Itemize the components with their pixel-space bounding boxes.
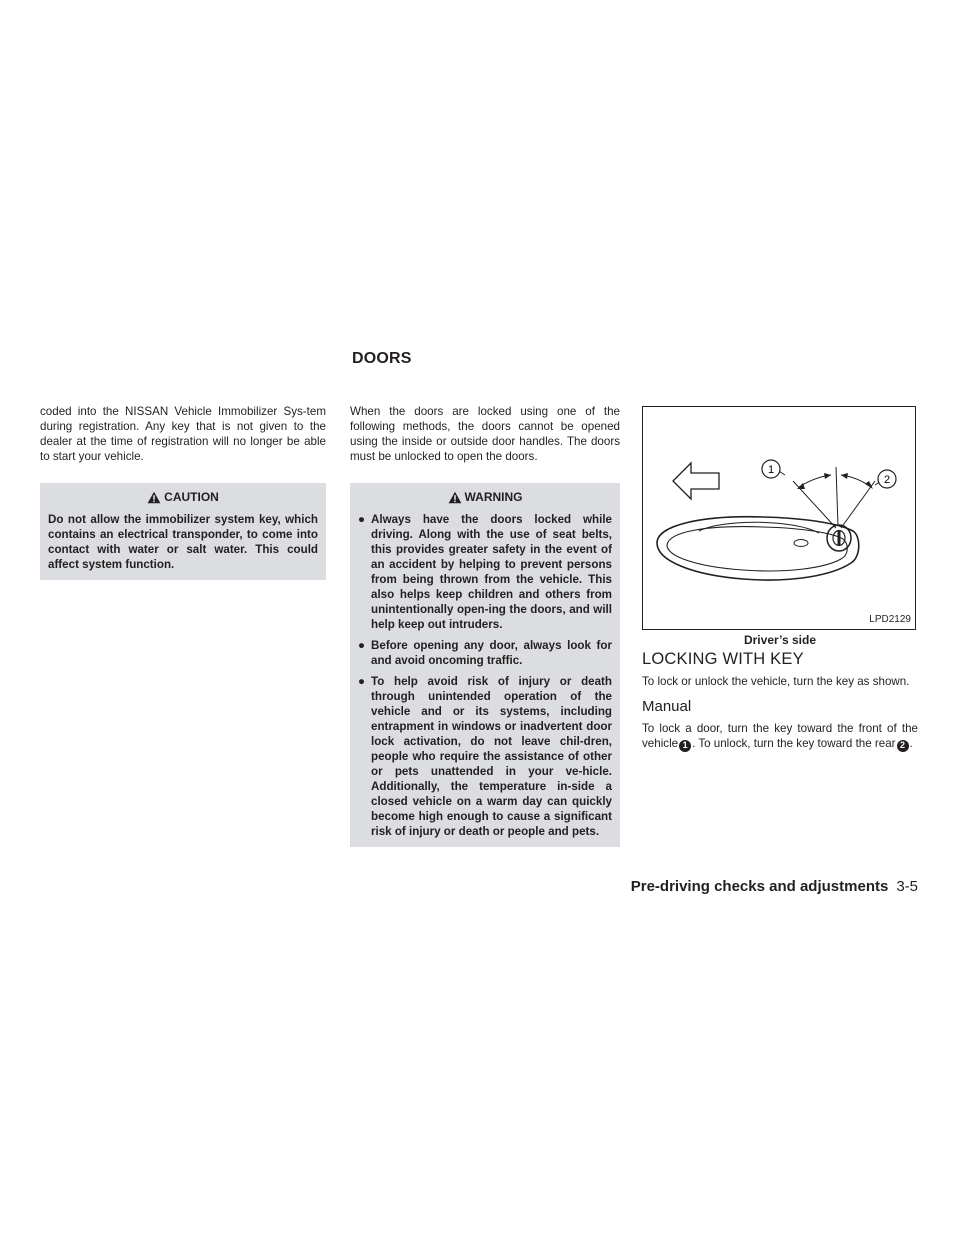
warning-list — [358, 512, 612, 839]
caution-body: Do not allow the immobilizer system key, which contains an electrical transponder, to come into contact with water or salt water. This could affect system function. — [48, 513, 318, 571]
page-number: 3-5 — [896, 878, 918, 895]
immobilizer-paragraph: coded into the NISSAN Vehicle Immobilizer Sys-tem during registration. Any key that is not given to the dealer at the time of registration will no longer be able to start your vehicle. — [40, 405, 326, 463]
locked-doors-paragraph: When the doors are locked using one of the following methods, the doors cannot be opened using the inside or outside door handles. The doors must be unlocked to open the doors. — [350, 405, 620, 463]
locking-with-key-heading: LOCKING WITH KEY — [642, 650, 804, 668]
list-item: ● Before opening any door, always look for and avoid oncoming traffic. — [358, 639, 612, 667]
door-handle-figure — [642, 406, 916, 630]
footer-title: Pre-driving checks and adjustments — [630, 878, 889, 895]
page-footer — [631, 878, 918, 895]
warning-heading — [358, 489, 612, 506]
bullet-icon: ● — [358, 639, 366, 652]
bullet-icon: ● — [358, 675, 366, 688]
section-title: DOORS — [352, 350, 412, 367]
figure-code: LPD2129 — [869, 614, 911, 625]
list-item: ● Always have the doors locked while driving. Along with the use of seat belts, this provides greater safety in the event of an accident by helping to prevent persons from being thrown from the vehicle. This also helps keep children and others from unintentionally open-ing the doors, and will help keep out intruders. — [358, 513, 612, 631]
caution-heading — [48, 489, 318, 506]
warning-box — [350, 483, 620, 847]
warning-label: WARNING — [464, 490, 523, 504]
warning-triangle-icon — [147, 491, 161, 504]
caution-box — [40, 483, 326, 580]
marker-1: 1 — [767, 464, 775, 476]
column-1 — [40, 404, 326, 580]
manual-subheading: Manual — [642, 698, 692, 715]
figure-caption: Driver’s side — [743, 633, 817, 647]
warning-triangle-icon — [448, 491, 462, 504]
list-item: ● To help avoid risk of injury or death through unintended operation of the vehicle and or its systems, including entrapment in windows or inadvertent door lock activation, do not leave chil-dren, people who require the assistance of other or pets unattended in your ve-hicle. Additionally, the temperature in-side a closed vehicle on a warm day can quickly become high enough to cause a significant risk of injury or death or people and pets. — [358, 675, 612, 838]
forward-arrow-icon — [673, 463, 719, 499]
number-2-icon: 2 — [897, 740, 909, 752]
manual-paragraph: To lock a door, turn the key toward the front of the vehicle 1 . To unlock, turn the key toward the rear 2 . — [642, 722, 918, 750]
marker-2: 2 — [883, 474, 891, 486]
door-handle-illustration — [643, 407, 915, 629]
caution-label: CAUTION — [164, 490, 219, 504]
bullet-icon: ● — [358, 513, 366, 526]
number-1-icon: 1 — [679, 740, 691, 752]
column-3 — [642, 406, 918, 752]
locking-intro: To lock or unlock the vehicle, turn the key as shown. — [642, 675, 910, 688]
column-2 — [350, 404, 620, 847]
